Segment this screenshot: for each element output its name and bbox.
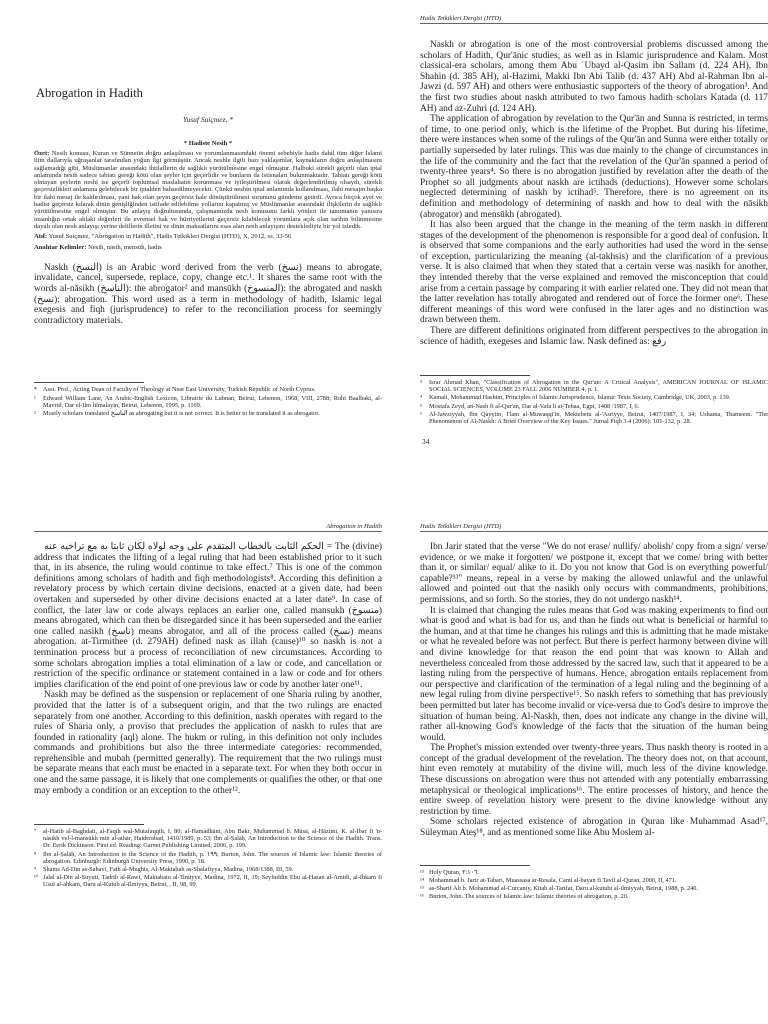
page-3	[34, 516, 382, 1024]
author: Yusuf Suiçmez, *	[183, 115, 233, 124]
footnote-text: Mostafa Zeyd, an-Nash fi al-Qur'an, Dar al-Vafa li at-Tebaa, Egpt, 1408 /1987, I, 6.	[429, 402, 640, 410]
footnote-rule	[34, 382, 144, 383]
body-paragraph: Some scholars rejected existence of abrogation in Quran like Muhammad Asad¹⁷, Süleyman Ateş¹⁸, and as mentioned some like Abu Moslem al-	[420, 817, 768, 839]
body-paragraph: The application of abrogation by revelation to the Qur'ān and Sunna is restricted, in terms of time, to one period only, which is the lifetime of the Prophet. But during his lifetime, there were instances when some of the rulings of the Qur'ān and Sunna were either totally or partially superseded by later rulings. This was due mainly to the change of circumstances in the life of the community and the fact that the revelation of the Qur'ān spanned a period of twenty-three years⁴. So there is no abrogation justified by revelation after the death of the Prophet so all judgments about naskh are ictihads (deductions). However some scholars neglected determining of naskh by ictihad⁵. Therefore, there is no agreement on its definition and methodology of determining of naskh and how to deal with the nāsikh (abrogator) and mensūkh (abrogated).	[420, 114, 768, 220]
footnote-text: Holy Quran, ٢:١٠٦.	[429, 868, 479, 876]
footnote	[420, 394, 768, 401]
abstract-label: Özet:	[34, 150, 50, 157]
footnote-text: Al-Jawziyyah, Ibn Qayyim, I'lam al-Muwaqqi'in, Mektebetu al-'Asriyye, Beirut, 1407/1987, I, 34; Ushama, Thameem. "The Phenomenon of Al-Naskh: A Brief Overview of the Key Issues." Jurnal Fiqh 3.4 (2006): 101-132, p. 28.	[429, 410, 768, 425]
keywords-text: Nesih, nāsih, mensūh, hadis	[88, 243, 162, 251]
footnote	[34, 410, 382, 417]
footnote	[34, 866, 382, 873]
footnote-text: al-Hatib al-Baghdati, al-Faqih wal-Mutafaqqih, I, 80; al-Hamadhāni, Abu Bakr, Muhammad b. Mūsā, al-Hāzimi, K. al-Ibar fi 'n-nāsikh vel-l-mansūkh min al-athār, Haiderabad, 1410/1989, p. 53; Ibn al-Ṣalāḥ, An Introduction to the Science of the Hadith. Trans. Dr. Eerik Dickinson. First ed. Reading: Garnet Publishing Limited, 2006, p. 199.	[43, 828, 382, 850]
footnote	[420, 379, 768, 393]
body-paragraph: Naskh (النسخ) is an Arabic word derived from the verb (نسخ) means to abrogate, invalidate, cancel, supersede, replace, copy, change etc.¹. It shares the same root with the words al-nāsikh (الناسخ): the abrogator² and mansūkh (المنسوخ): the abrogated and naskh (نسخ): abrogation. This word used as a term in methodology of hadith, Islamic legal exegesis and fiqh (jurisprudence) to refer to the reconciliation process for seemingly contradictory materials.	[34, 262, 382, 326]
footnote-marker: ¹⁴	[420, 876, 425, 884]
running-head: Hadis Tetkikleri Dergisi (HTD)	[420, 8, 768, 24]
footnote	[420, 893, 768, 900]
body-paragraph: It has also been argued that the change in the meaning of the term naskh in different stages of the development of the phenomenon is responsible for a good deal of confusion. It is observed that some companions and the early authorities had used the word in the sense of exception, particularizing the meaning (al-takhsis) and the clarification of a previous verse. It is also claimed that when they stated that a certain verse was nasikh for another, they intended thereby that the verse explained and removed the misconception that could arise from a certain passage by comparing it with earlier related one. They did not mean that the latter revelation has totally abrogated and rendered out of force the former one⁶. These different meanings of this word were confused in the later ages and no distinction was drawn between them.	[420, 220, 768, 326]
footnote	[34, 395, 382, 409]
footnote	[420, 403, 768, 410]
footnote-marker: ⁶	[420, 410, 423, 418]
keywords-label: Anahtar Kelimler:	[34, 243, 87, 251]
footnote-marker: ¹⁵	[420, 884, 425, 892]
footnote-text: as-Sharif Ali b. Mohammad al-Curcaniy, Kitab al-Tarifat, Daru al-kutubi al-ilmiyyah, Beirut, 1988, p. 240.	[429, 884, 698, 892]
footnote-text: Kamali, Mohammad Hashim, Principles of Islamic Jurisprudence, Islamic Texts Society, Cambridge, UK, 2003, p. 139.	[429, 394, 731, 402]
footnote-text: Shams Ad-Din as-Sahavi, Fath al-Mughis, Al-Maktabah as-Shalafiyya, Madina, 1968/1388, III, 59.	[43, 865, 294, 873]
page-number: 34	[422, 436, 430, 446]
body-paragraph: It is claimed that changing the rules means that God was making experiments to find out what is good and what is bad for us, and than he finds out what is beneficial or harmful to the human, and at that time he changes his rulings and this is admitting that he made mistake or what he revealed before was not perfect. But there is perfect harmony between divine will and divine knowledge for that reason the end point that was known to Allah and nevertheless concealed from those addressed by the sacred law, such that it appeared to be a lasting ruling from the perspective of humans. Hence, abrogation entails replacement from our perspective and clarification of the termination of a legal ruling and the beginning of a new legal ruling from divine perspective¹⁵. So naskh refers to something that has previously been permitted but later has become invalid or vice-versa due to God's desire to improve the situation of human being. Al-Naskh, then, does not indicate any change in the divine will, rather all-knowing God's knowledge of the facts that the situation of the human being would.	[420, 605, 768, 743]
citation	[34, 233, 382, 240]
footnote-text: Edward William Lane, An Arabic-English Lexicon, Librairie du Lubnan, Beirut, Lebenon, 1968, VIII, 2788; Rohi Baalbaki, al-Mavrid, Dar el-Ilm lilmalayin, Beirut, Lebenon, 1995, p. 1169.	[43, 394, 382, 409]
footnote-text: Jalal al-Din al-Suyuti, Tadrib al-Rawi, Maktabatu al-'Ilmiyye, Madina, 1972, II, 19; Seyfuddin Ebu al-Hasan al-Amidi, al-Ihkam fi Usul al-ahkam, Daru al-Kutub al-Ilmiyya, Beirut, , II, 98, 99.	[43, 873, 382, 888]
footnote-text: Israr Ahmad Khan, "Classification of Abrogation in the Qur'an: A Critical Analysis", AMERICAN JOURNAL OF ISLAMIC SOCIAL SCIENCES, VOLUME 23 FALL 2006 NUMBER 4, p. 1.	[429, 379, 768, 394]
running-head: Abrogation in Hadith	[34, 516, 382, 532]
footnote-marker: ⁸	[34, 850, 37, 858]
abstract-heading: * Hadiste Nesih *	[183, 140, 233, 147]
body-paragraph: الحكم الثابت بالخطاب المتقدم على وجه لولاه لكان ثابتا به مع تراخيه عنه = The (divine) address that indicates the lifting of a legal ruling that had been established prior to it such that, in its absence, the ruling would continue to take effect.⁷ This is one of the common definitions among scholars of hadith and fiqh methodologists⁸. According this definition a revelatory process by which certain divine decisions, enacted at a given date, had been overtaken and superseded by other divine decisions enacted at a later date⁹. In case of conflict, the later law or code always replaces an earlier one, called mansukh (منسوخ) means abrogated, which can then be disregarded since it has been superseded and the earlier one called nasikh (ناسخ) means abrogator, and all of the process called (نسخ) means abrogation. at-Tirmithee (d. 279AH) defined nask as illah (cause)¹⁰ so naskh is not a termination process but a process of reconciliation of new circumstances. According to some scholars abrogation implies a total elimination of a law or code, and cancellation or restriction of the specific ordinance or statement contained in a law or code and for others implies clarification of the end point of one previous law or code by another later one¹¹.	[34, 542, 382, 690]
footnote-marker: ¹	[34, 394, 36, 402]
footnote-text: Mohammad b. Jarir at-Tabari, Muassasa ar-Resala, Cami al-bayan fi Tavil al-Quran, 2000, II, 471.	[429, 876, 677, 884]
keywords	[34, 244, 382, 251]
footnote	[34, 386, 382, 393]
footnote-marker: ⁹	[34, 865, 37, 873]
article-title: Abrogation in Hadith	[36, 86, 143, 100]
page-4	[420, 516, 768, 1024]
footnote-rule	[34, 824, 144, 825]
citation-label: Atıf:	[34, 233, 48, 241]
page-2	[420, 8, 768, 520]
footnote	[420, 869, 768, 876]
footnote	[34, 828, 382, 849]
body-paragraph: The Prophet's mission extended over twenty-three years. Thus naskh theory is rooted in a concept of the gradual development of the revelation. The theory does not, on that account, hint even remotely at mutability of the divine will, much less of the divine knowledge. These discussions on abrogation were thus not attended with any potentially embarrassing metaphysical or theological implications¹⁶. The entire processes of history, and hence the entire sweep of revelation history were present to the divine knowledge without any restriction by time.	[420, 743, 768, 817]
footnote-marker: ⁴	[420, 394, 423, 402]
footnote	[420, 877, 768, 884]
body-paragraph: There are different definitions originated from different perspectives to the abrogation in science of hadith, exegeses and Islamic law. Nask defined as: رفع	[420, 326, 768, 347]
footnote	[34, 851, 382, 865]
footnotes	[34, 386, 382, 416]
footnote-marker: ⁷	[34, 828, 37, 836]
footnote-text: Ibn al-Ṣalāḥ, An Introduction to the Science of the Hadith, p. ١٩٩; Burton, John. The sources of Islamic law: Islamic theories of abrogation. Edinburgh: Edinburgh University Press, 1990, p. 18.	[43, 850, 382, 865]
footnote-marker: *	[34, 386, 38, 394]
footnote-marker: ¹³	[420, 868, 424, 876]
running-head: Hadis Tetkikleri Dergisi (HTD)	[420, 516, 768, 532]
footnote-marker: ¹⁰	[34, 873, 39, 881]
footnote-marker: ²	[34, 409, 36, 417]
body-paragraph: Ibn Jarir stated that the verse "We do not erase/ nullify/ abolish/ copy from a sign/ verse/ evidence, or we make it forgotten/ we postpone it, except that we come/ bring with better than it, or similar/ equal/ alike to it. Do you not know that God is on everything powerful/ capable?¹³" means, repeal in a verse by making the allowed unlawful and the unlawful allowed and pointed out that the nasikh only occurs with commandments, prohibitions, permissions, and so forth. So the stories, they do not undergo naskh¹⁴.	[420, 542, 768, 605]
citation-text: Yusuf Suiçmez, "Abrogation in Hadith", Hadis Tetkikleri Dergisi (HTD), X, 2012, ss. 33-56	[48, 233, 292, 241]
footnote	[420, 885, 768, 892]
footnote-text: Burton, John. The sources of Islamic law: Islamic theories of abrogation, p. 20.	[429, 892, 629, 900]
footnote-rule	[420, 865, 530, 866]
footnotes	[420, 869, 768, 900]
footnote-text: Mostly scholars translated الناسخ as abrogating but it is not correct. It is better to be translated it as abrogator.	[43, 409, 320, 417]
abstract	[34, 150, 382, 230]
page-1	[34, 8, 382, 508]
abstract-text: Nesih konusu, Kuran ve Sünnetin doğru anlaşılması ve yorumlanmasındaki önemi sebebiyle hadis dahil tüm diğer İslami ilim dallarıyla uğraşanlar tarafından yoğun ilgi görmüştür. Ancak neshle ilgili bazı yaklaşımlar, kaynakların doğru anlaşılmasını sağlamadığı gibi, Müslümanlar arasındaki ihtilaflerin de sağlıklı yürütülmesine engel olmuştur. Halbuki sürekli geçerli olan iptal anlamında nesih sadece tabiatı gereği kötü olan şeyler için geçerlidir ve bunların da istisnaları bulunmaktadır. Tabiatı gereği kötü olmayan şeylerin neshi ise geçerli toplumsal maslahatın korunması ve iyileştirilmesi olarak değerlendirilmiş olsaydı, sürekli geçersizlikleri anlamına gelebilecek bir iptalden bahsedilmeyecekti. Çünkü neshin iptal anlamında kullanılması, ilahi mesajın başka bir ilahi mesaj ile kaldırılması, yani hak olan şeyin geçersiz hale dönüştürülmesi sorununu gündeme getirdi. Ayrıca birçok ayet ve hadisi geçersiz kılarak dinin genişliğinden istifade edilebilme yollarını kapatmış ve Müslümanlar arasındaki ilişkilerin de sağlıklı yürütülmesine engel olmuştur. Bu anlayış doğrultusunda, çalışmamızda nesh konusunu farklı yönleri ile tanıtmanın yanısıra insanlığın ortak ahlaki değerleri ile evrensel hak ve hürriyetlerini geçersiz kılabilecek yorumlara açık olan tarihin bilinmesine dayalı olan nesh anlayışı yerine delillerin illetini ve dinin maksatlarını esas alan nesh anlayışını desteklediyiz bir yol izledik.	[34, 150, 382, 230]
footnote	[34, 874, 382, 888]
body-paragraph: Naskh or abrogation is one of the most controversial problems discussed among the scholars of Hadith, Qur'ānic studies, as well as in Islamic jurisprudence and Kalam. Most classical-era scholars, among them Abu ʿUbayd al-Qasim ibn Sallam (d. 224 AH), Ibn Shahin (d. 385 AH), al-Hazimi, Makki Ibn Abi Talib (d. 437 AH) Abd al-Rahman Ibn al-Jawzi (d. 597 AH) and others were enthusiastic supporters of the theory of abrogation³. And the first two studies about naskh attributed to two famous hadith scholars Katada (d. 117 AH) and az-Zuhri (d. 124 AH).	[420, 40, 768, 114]
footnotes	[34, 828, 382, 888]
footnote-marker: ³	[420, 379, 422, 387]
footnote-marker: ¹⁶	[420, 892, 425, 900]
footnote-marker: ⁵	[420, 402, 423, 410]
footnote	[420, 411, 768, 425]
body-paragraph: Naskh may be defined as the suspension or replacement of one Sharia ruling by another, provided that the latter is of a subsequent origin, and that the two rulings are enacted separately from one another. According to this definition, naskh operates with regard to the rules of Sharia only, a proviso that precludes the application of naskh to rules that are founded in rationality (aql) alone. The hukm or ruling, in this definition not only includes commands and prohibitions but also the three intermediate categories: recommended, reprehensible and mubah (permitted generally). The requirement that the two rulings must be separate means that each must be enacted in a separate text. For when they both occur in one and the same passage, it is likely that one complements or qualifies the other, or that one may embody a condition or an exception to the other¹².	[34, 690, 382, 796]
footnotes	[420, 379, 768, 425]
footnote-text: Asst. Prof., Acting Dean of Faculty of Theology at Near East University, Turkish Republic of North Cyprus.	[43, 386, 316, 394]
footnote-rule	[420, 375, 530, 376]
